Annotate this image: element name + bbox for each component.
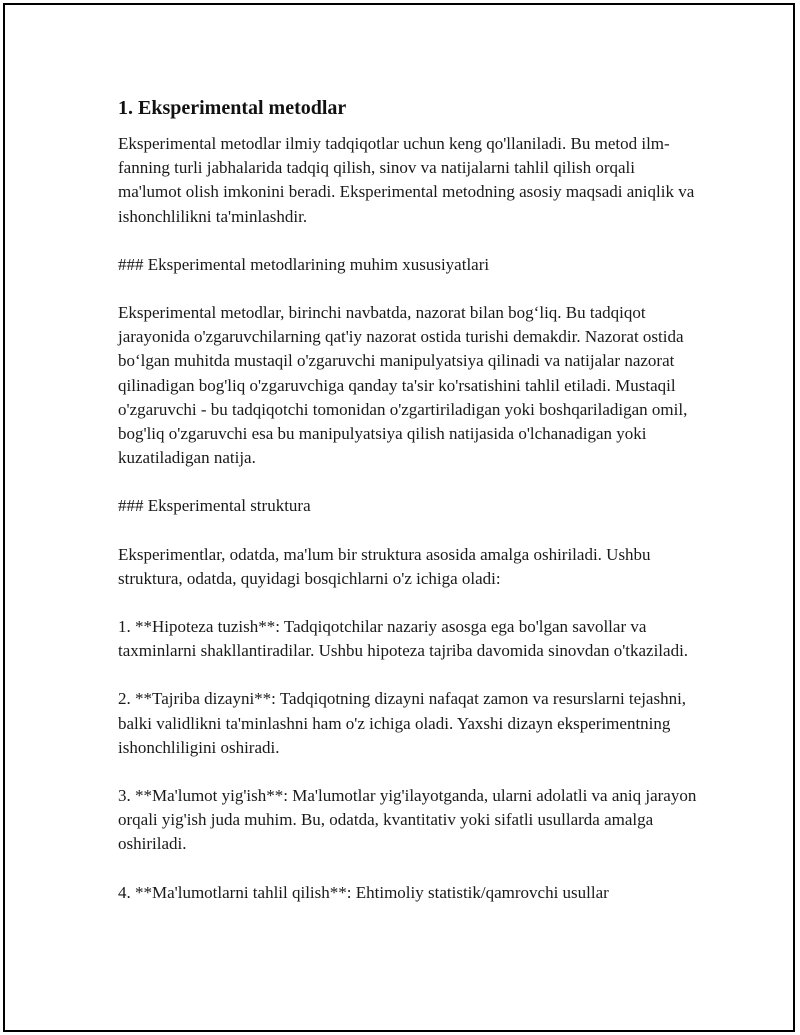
document-body <box>118 94 698 929</box>
section-heading: 1. Eksperimental metodlar <box>118 97 347 119</box>
list-item-hypothesis: 1. **Hipoteza tuzish**: Tadqiqotchilar nazariy asosga ega bo'lgan savollar va taxminlarni shakllantiradilar. Ushbu hipoteza tajriba davomida sinovdan o'tkaziladi. <box>118 617 689 661</box>
list-item-data-collection: 3. **Ma'lumot yig'ish**: Ma'lumotlar yig'ilayotganda, ularni adolatli va aniq jarayon orqali yig'ish juda muhim. Bu, odatda, kvantitativ yoki sifatli usullarda amalga oshiriladi. <box>118 786 697 854</box>
list-item-design: 2. **Tajriba dizayni**: Tadqiqotning dizayni nafaqat zamon va resurslarni tejashni, balki validlikni ta'minlashni ham o'z ichiga oladi. Yaxshi dizayn eksperimentning ishonchliligini oshiradi. <box>118 689 687 757</box>
intro-paragraph: Eksperimental metodlar ilmiy tadqiqotlar uchun keng qo'llaniladi. Bu metod ilm-fanning turli jabhalarida tadqiq qilish, sinov va natijalarni tahlil qilish orqali ma'lumot olish imkonini beradi. Eksperimental metodning asosiy maqsadi aniqlik va ishonchlilikni ta'minlashdir. <box>118 134 695 226</box>
structure-paragraph: Eksperimentlar, odatda, ma'lum bir struktura asosida amalga oshiriladi. Ushbu struktura, odatda, quyidagi bosqichlarni o'z ichiga oladi: <box>118 544 651 588</box>
list-item-data-analysis: 4. **Ma'lumotlarni tahlil qilish**: Ehtimoliy statistik/qamrovchi usullar <box>118 882 609 902</box>
subheading-features: ### Eksperimental metodlarining muhim xususiyatlari <box>118 254 490 274</box>
features-paragraph: Eksperimental metodlar, birinchi navbatda, nazorat bilan bog‘liq. Bu tadqiqot jarayonida o'zgaruvchilarning qat'iy nazorat ostida turishi demakdir. Nazorat ostida bo‘lgan muhitda mustaqil o'zgaruvchi manipulyatsiya qilinadi va natijalar nazorat qilinadigan bog'liq o'zgaruvchiga qanday ta'sir ko'rsatishini tahlil etiladi. Mustaqil o'zgaruvchi - bu tadqiqotchi tomonidan o'zgartiriladigan yoki boshqariladigan omil, bog'liq o'zgaruvchi esa bu manipulyatsiya qilish natijasida o'lchanadigan yoki kuzatiladigan natija. <box>118 303 688 468</box>
subheading-structure: ### Eksperimental struktura <box>118 496 311 516</box>
